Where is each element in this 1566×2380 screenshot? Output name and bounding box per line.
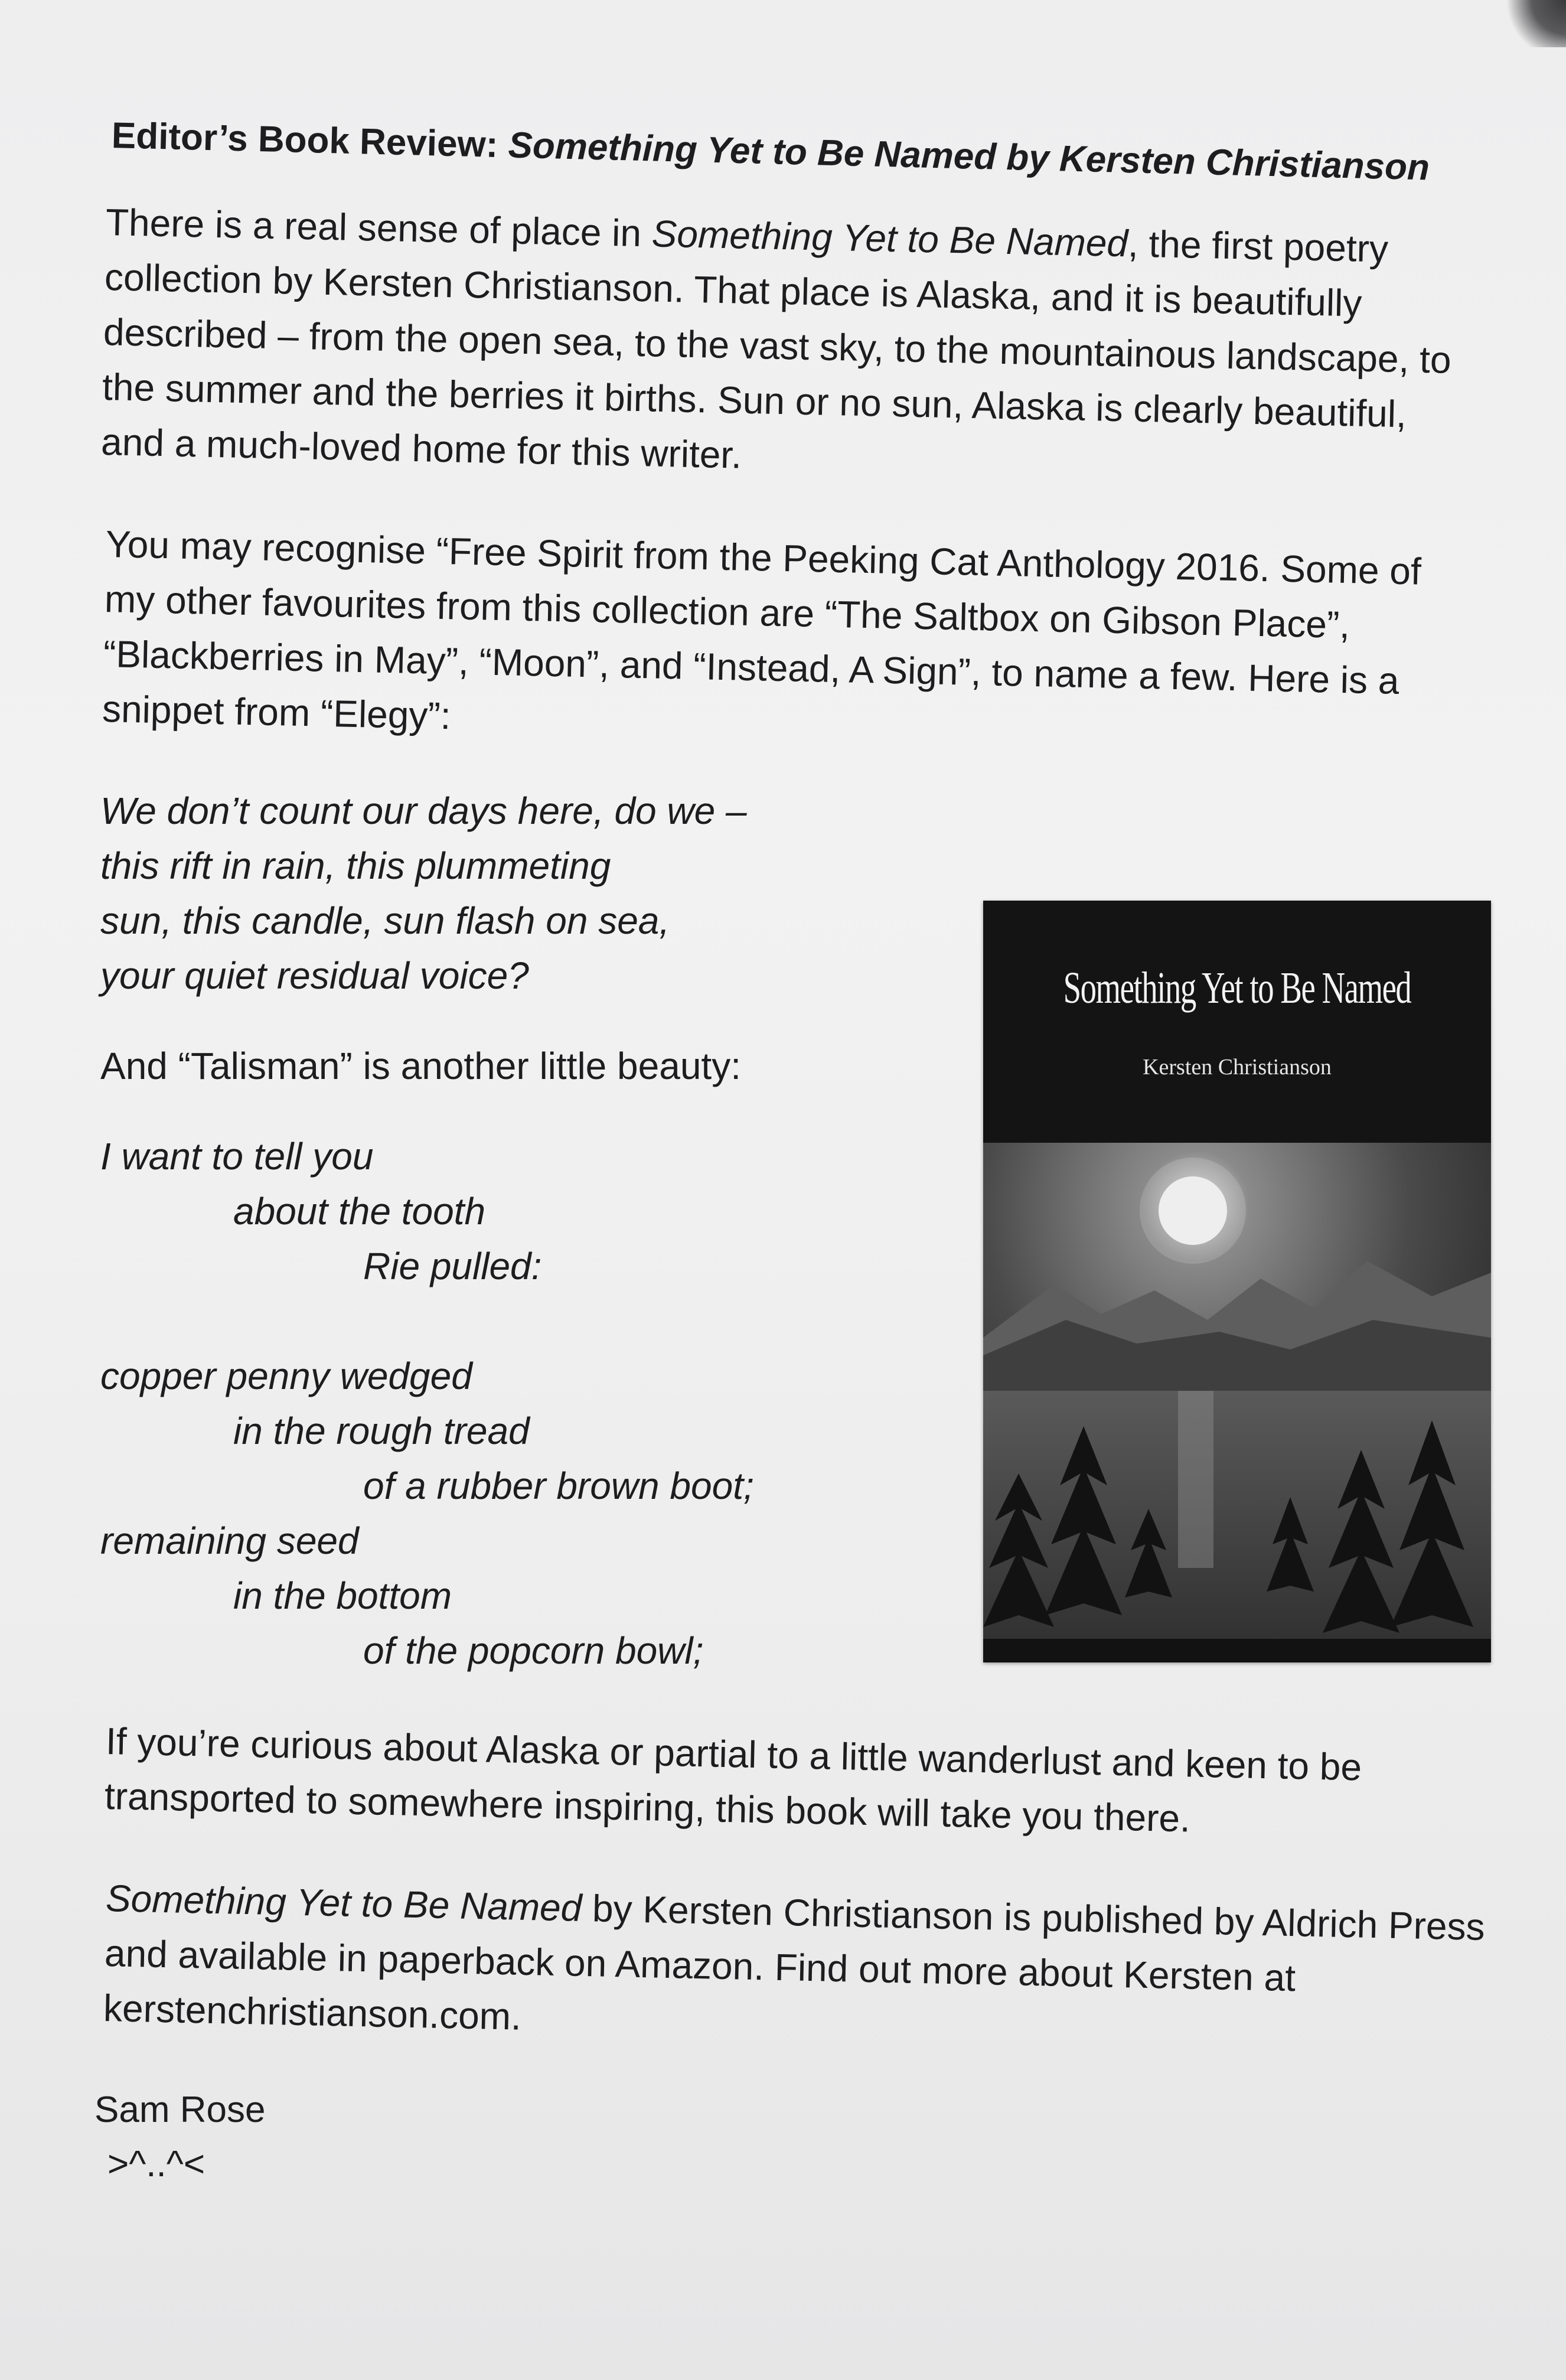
page-corner-shadow — [1495, 0, 1566, 47]
talisman-line: of a rubber brown boot; — [363, 1465, 754, 1507]
cover-title: Something Yet to Be Named — [1063, 963, 1411, 1013]
talisman-line: copper penny wedged — [100, 1355, 472, 1397]
intro-after: , the first poetry collection by Kersten Christianson. That place is Alaska, and it is beautifully described – from the open sea, to the vast sky, to the mountainous landscape, to the summer and the berries it births. Sun or no sun, Alaska is clearly beautiful, and a much-loved home for this writer. — [100, 222, 1452, 477]
review-heading — [111, 112, 1499, 193]
cover-title-band — [983, 901, 1491, 1143]
talisman-line: Rie pulled: — [363, 1245, 542, 1287]
heading-title: Something Yet to Be Named by Kersten Christianson — [507, 125, 1430, 188]
signature-block — [94, 2083, 1500, 2192]
elegy-line: We don’t count our days here, do we – — [100, 790, 747, 832]
elegy-line: your quiet residual voice? — [100, 954, 529, 997]
talisman-intro: And “Talisman” is another little beauty: — [100, 1045, 741, 1087]
talisman-line: about the tooth — [233, 1190, 486, 1233]
intro-paragraph — [100, 195, 1464, 498]
closing-paragraph: If you’re curious about Alaska or partial to a little wanderlust and keen to be transported to somewhere inspiring, this book will take you there. — [104, 1719, 1362, 1840]
cover-landscape-art — [983, 1143, 1491, 1662]
elegy-line: this rift in rain, this plummeting — [100, 845, 611, 887]
elegy-line: sun, this candle, sun flash on sea, — [100, 899, 670, 942]
intro-before: There is a real sense of place in — [105, 200, 652, 255]
talisman-line: in the rough tread — [233, 1410, 530, 1452]
intro-book-title: Something Yet to Be Named — [651, 212, 1128, 265]
publisher-book-title: Something Yet to Be Named — [105, 1876, 583, 1929]
talisman-line: of the popcorn bowl; — [363, 1629, 704, 1672]
book-cover — [983, 901, 1491, 1662]
favourites-paragraph: You may recognise “Free Spirit from the Peeking Cat Anthology 2016. Some of my other favourites from this collection are “The Saltbox on Gibson Place”, “Blackberries in May”, “Moon”, and “Instead, A Sign”, to name a few. Here is a snippet from “Elegy”: — [102, 522, 1422, 738]
publisher-paragraph — [103, 1871, 1499, 2065]
cover-author: Kersten Christianson — [1143, 1055, 1332, 1080]
talisman-line: remaining seed — [100, 1520, 359, 1562]
heading-prefix: Editor’s Book Review: — [111, 115, 509, 166]
signature-name: Sam Rose — [94, 2089, 266, 2130]
publisher-after: by Kersten Christianson is published by Aldrich Press and available in paperback on Amazon. Find out more about Kersten at kerstenchristianson.com. — [103, 1886, 1486, 2038]
signature-emoticon: >^..^< — [107, 2144, 205, 2185]
talisman-line: in the bottom — [233, 1574, 452, 1617]
talisman-line: I want to tell you — [100, 1135, 374, 1178]
